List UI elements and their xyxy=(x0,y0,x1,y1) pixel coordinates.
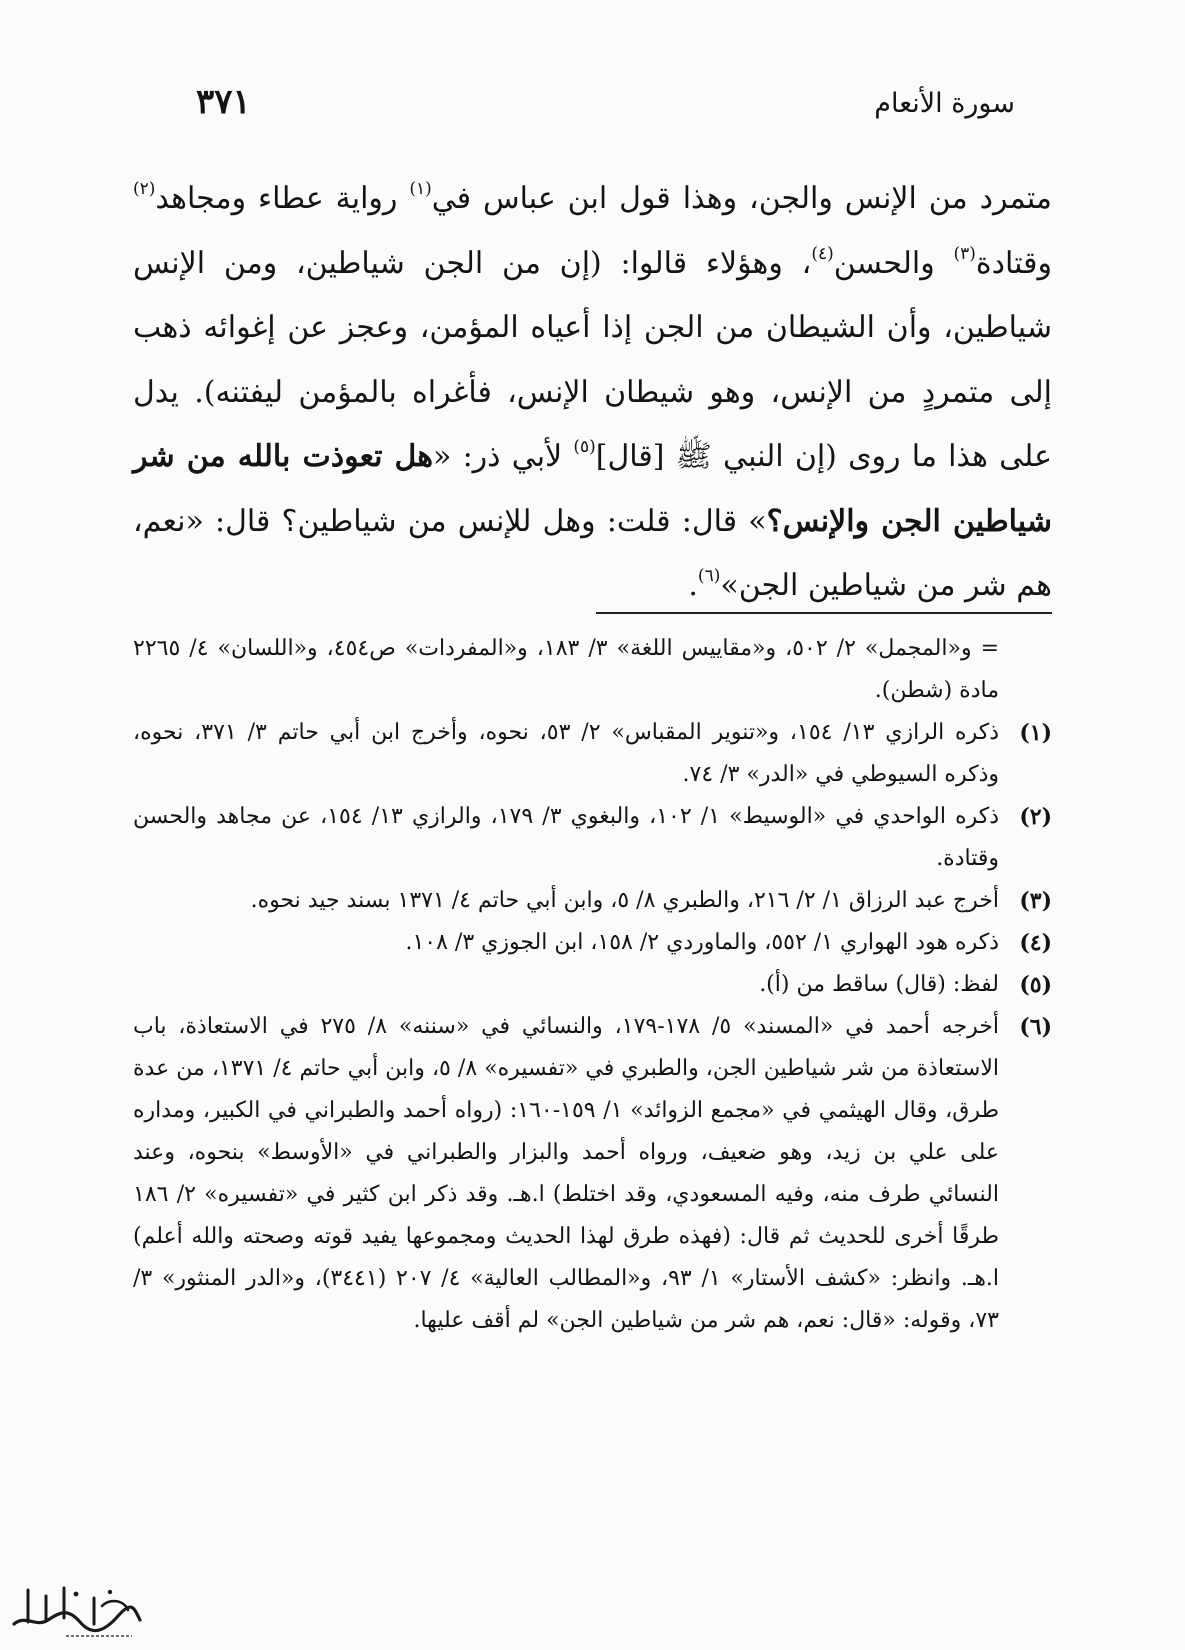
footnote-ref-6: (٦) xyxy=(697,566,721,586)
footnote-ref-3: (٣) xyxy=(953,243,976,264)
text-segment: وقتادة xyxy=(975,245,1052,281)
footnote-ref-1: (١) xyxy=(409,179,432,199)
footnote-text: ذكره الواحدي في «الوسيط» ١/ ١٠٢، والبغوي ٣/ ١٧٩، والرازي ١٣/ ١٥٤، عن مجاهد والحسن وقتادة. xyxy=(133,804,1000,871)
footnote-text: أخرج عبد الرزاق ١/ ٢/ ٢١٦، والطبري ٨/ ٥، وابن أبي حاتم ٤/ ١٣٧١ بسند جيد نحوه. xyxy=(250,888,999,913)
page-number: ٣٧١ xyxy=(196,82,251,122)
footnote-ref-4: (٤) xyxy=(811,243,834,264)
footnote-continuation xyxy=(133,628,1052,712)
text-segment: رواية عطاء ومجاهد xyxy=(155,181,410,216)
footnote-3 xyxy=(133,880,1052,922)
footnote-number: (٢) xyxy=(1019,804,1052,830)
footnote-text: ذكره الرازي ١٣/ ١٥٤، و«تنوير المقباس» ٢/ ٥٣، نحوه، وأخرج ابن أبي حاتم ٣/ ٣٧١، نحوه، وذكره السيوطي في «الدر» ٣/ ٧٤. xyxy=(133,720,999,787)
footnote-ref-5: (٥) xyxy=(573,437,596,457)
footnote-number: (٥) xyxy=(1019,972,1052,998)
footnote-1 xyxy=(133,712,1052,796)
hadith-quote: هل تعوذت بالله من شر شياطين الجن والإنس؟ xyxy=(133,439,1052,539)
text-segment: لأبي ذر: « xyxy=(433,439,574,474)
footnote-number: (١) xyxy=(1019,720,1052,746)
text-segment: والحسن xyxy=(833,245,954,281)
calligraphy-stamp xyxy=(6,1578,146,1644)
footnote-6 xyxy=(133,1006,1052,1342)
footnote-text: لفظ: (قال) ساقط من (أ). xyxy=(759,972,999,997)
text-segment: » قال: قلت: وهل للإنس من شياطين؟ قال: «نعم، هم شر من شياطين الجن» xyxy=(133,503,1052,603)
footnote-text: أخرجه أحمد في «المسند» ٥/ ١٧٨-١٧٩، والنسائي في «سننه» ٨/ ٢٧٥ في الاستعاذة، باب الاستعاذة من شر شياطين الجن، والطبري في «تفسيره» ٨/ ٥، وابن أبي حاتم ٤/ ١٣٧١، من عدة طرق، وقال الهيثمي في «مجمع الزوائد» ١/ ١٥٩-١٦٠: (رواه أحمد والطبراني في الكبير، ومداره على علي بن زيد، وهو ضعيف، ورواه أحمد والبزار والطبراني في «الأوسط» بنحوه، وعند النسائي طرف منه، وفيه المسعودي، وقد اختلط) ا.هـ. وقد ذكر ابن كثير في «تفسيره» ٢/ ١٨٦ طرقًا أخرى للحديث ثم قال: (فهذه طرق لهذا الحديث ومجموعها يفيد قوته وصحته والله أعلم) ا.هـ. وانظر: «كشف الأستار» ١/ ٩٣، و«المطالب العالية» ٤/ ٢٠٧ (٣٤٤١)، و«الدر المنثور» ٣/ ٧٣، وقوله: «قال: نعم، هم شر من شياطين الجن» لم أقف عليها. xyxy=(133,1014,1000,1333)
footnote-5 xyxy=(133,964,1052,1006)
footnote-ref-2: (٢) xyxy=(133,179,156,199)
footnote-text: ذكره هود الهواري ١/ ٥٥٢، والماوردي ٢/ ١٥٨، ابن الجوزي ٣/ ١٠٨. xyxy=(405,930,999,955)
surah-title: سورة الأنعام xyxy=(874,88,1015,119)
footnote-number: (٤) xyxy=(1019,930,1052,956)
footnote-4 xyxy=(133,922,1052,964)
text-segment: ، وهؤلاء قالوا: (إن من الجن شياطين، ومن الإنس شياطين، وأن الشيطان من الجن إذا أعياه المؤمن، وعجز عن إغوائه ذهب إلى متمردٍ من الإنس، وهو شيطان الإنس، فأغراه بالمؤمن ليفتنه). يدل على هذا ما روى (إن النبي ﷺ [قال] xyxy=(133,245,1052,474)
footnote-text: = و«المجمل» ٢/ ٥٠٢، و«مقاييس اللغة» ٣/ ١٨٣، و«المفردات» ص٤٥٤، و«اللسان» ٤/ ٢٢٦٥ مادة (شطن). xyxy=(133,636,1000,703)
text-segment: متمرد من الإنس والجن، وهذا قول ابن عباس في xyxy=(431,181,1052,216)
text-segment: . xyxy=(688,568,698,603)
footnote-divider xyxy=(596,612,1052,614)
footnote-number: (٣) xyxy=(1019,888,1052,914)
footnote-2 xyxy=(133,796,1052,880)
footnotes xyxy=(133,628,1052,1342)
main-paragraph xyxy=(133,167,1052,619)
footnote-number: (٦) xyxy=(1019,1014,1052,1040)
page-header xyxy=(196,82,1015,138)
calligraphy-logo-icon xyxy=(6,1578,146,1644)
main-text xyxy=(133,167,1052,619)
